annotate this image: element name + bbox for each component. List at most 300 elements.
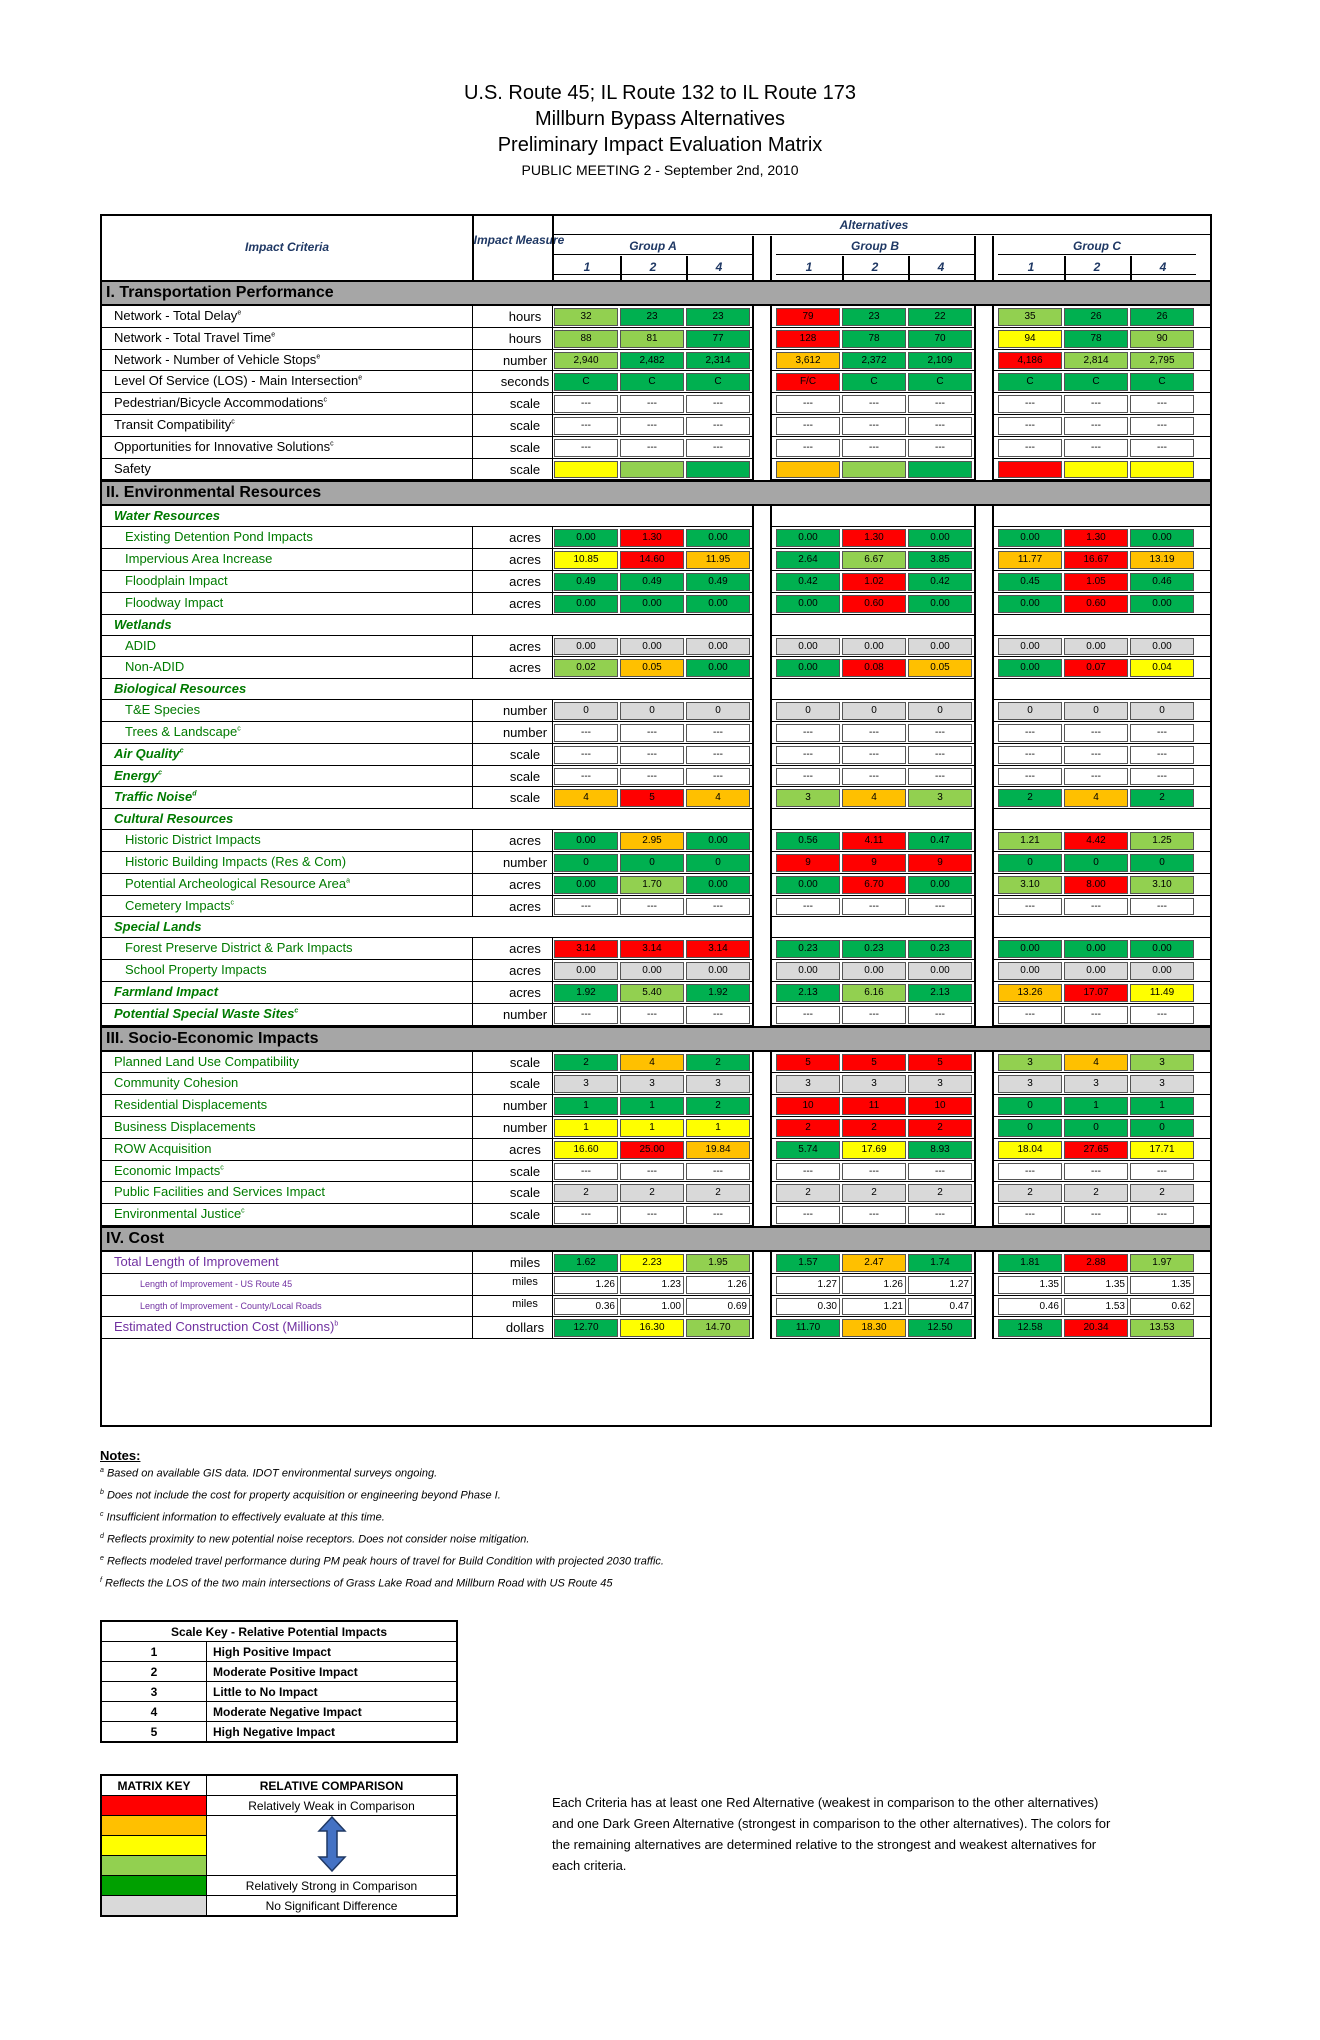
score-cell: C xyxy=(842,373,906,391)
score-cell: 2,795 xyxy=(1130,352,1194,370)
impact-measure: number xyxy=(502,352,548,368)
criteria-label-text: ROW Acquisition xyxy=(114,1140,212,1156)
score-cell: 4 xyxy=(1064,1054,1128,1072)
score-cell: 1.62 xyxy=(554,1254,618,1272)
criteria-label-text: Cemetery Impacts xyxy=(125,897,231,913)
row-divider xyxy=(552,960,553,982)
footnote-marker: c xyxy=(231,418,235,426)
row-divider xyxy=(472,1004,473,1026)
impact-measure: acres xyxy=(509,552,541,568)
criteria-label xyxy=(114,461,151,476)
score-cell: 0.69 xyxy=(686,1298,750,1316)
criteria-label-text: Transit Compatibility xyxy=(114,417,232,432)
score-cell: --- xyxy=(620,746,684,764)
score-cell: 0.30 xyxy=(776,1298,840,1316)
criteria-label xyxy=(114,352,320,367)
score-cell: 0.00 xyxy=(908,529,972,547)
score-cell: 0.49 xyxy=(620,573,684,591)
score-cell: 27.65 xyxy=(1064,1141,1128,1159)
criteria-label xyxy=(125,962,267,977)
criteria-label-text: Traffic Noise xyxy=(114,789,193,805)
row-divider xyxy=(472,982,473,1004)
criteria-label xyxy=(114,789,197,804)
scale-value: 4 xyxy=(101,1702,207,1722)
row-divider xyxy=(552,1204,553,1226)
score-cell: --- xyxy=(908,768,972,786)
footnote-marker: c xyxy=(294,1007,299,1015)
score-cell: --- xyxy=(998,417,1062,435)
score-cell xyxy=(620,461,684,479)
score-cell: 1.26 xyxy=(686,1276,750,1294)
criteria-row xyxy=(102,549,1210,571)
score-cell: 3.14 xyxy=(554,940,618,958)
impact-measure: number xyxy=(502,855,548,870)
score-cell: 0.00 xyxy=(620,638,684,656)
score-cell: 11.77 xyxy=(998,551,1062,569)
score-cell: 0 xyxy=(998,1119,1062,1137)
notes-section xyxy=(100,1448,664,1599)
score-cell: --- xyxy=(776,1163,840,1181)
row-divider xyxy=(552,1117,553,1139)
footnote-marker: c xyxy=(330,440,334,448)
score-cell: --- xyxy=(1130,439,1194,457)
criteria-row xyxy=(102,1296,1210,1318)
column-divider xyxy=(552,216,554,280)
score-cell: 0.00 xyxy=(1130,595,1194,613)
score-cell: 3 xyxy=(554,1075,618,1093)
row-divider xyxy=(552,657,553,679)
score-cell: --- xyxy=(776,724,840,742)
meeting-label: PUBLIC MEETING 2 - September 2nd, 2010 xyxy=(521,162,799,178)
score-cell: 1.35 xyxy=(998,1276,1062,1294)
score-cell: --- xyxy=(1064,724,1128,742)
criteria-row xyxy=(102,960,1210,982)
column-divider xyxy=(908,256,910,280)
criteria-label xyxy=(114,330,275,345)
footnote-text: Reflects proximity to new potential noise receptors. Does not consider noise mitigation. xyxy=(103,1533,530,1546)
score-cell: 1.30 xyxy=(1064,529,1128,547)
impact-measure: number xyxy=(502,1098,548,1114)
alternative-number: 2 xyxy=(1093,260,1101,274)
key-strong-label: Relatively Strong in Comparison xyxy=(207,1876,458,1896)
score-cell: 0.00 xyxy=(554,638,618,656)
score-cell: 16.67 xyxy=(1064,551,1128,569)
score-cell: 3 xyxy=(998,1054,1062,1072)
row-divider xyxy=(552,1296,553,1318)
row-divider xyxy=(472,657,473,679)
group-gap xyxy=(974,236,994,280)
score-cell: 0.00 xyxy=(554,876,618,894)
criteria-label xyxy=(114,1206,245,1221)
footnote-marker: d xyxy=(192,791,197,799)
criteria-row xyxy=(102,896,1210,918)
score-cell: 17.71 xyxy=(1130,1141,1194,1159)
score-cell: 1 xyxy=(1130,1097,1194,1115)
row-divider xyxy=(552,1052,553,1074)
score-cell: --- xyxy=(776,417,840,435)
score-cell: 0 xyxy=(776,702,840,720)
criteria-label xyxy=(114,984,218,999)
criteria-label-text: Public Facilities and Services Impact xyxy=(114,1184,325,1200)
column-divider xyxy=(1130,256,1132,280)
score-cell: 78 xyxy=(1064,330,1128,348)
score-cell: 26 xyxy=(1064,308,1128,326)
score-cell: --- xyxy=(1130,1006,1194,1024)
score-cell: 1 xyxy=(554,1119,618,1137)
row-divider xyxy=(552,896,553,918)
criteria-label-text: Non-ADID xyxy=(125,659,185,675)
impact-measure: miles xyxy=(509,1255,541,1270)
score-cell: 0.00 xyxy=(908,876,972,894)
row-divider xyxy=(552,830,553,852)
score-cell: 0.00 xyxy=(554,832,618,850)
footnote-marker: c xyxy=(158,769,162,777)
row-divider xyxy=(552,1139,553,1161)
score-cell: 25.00 xyxy=(620,1141,684,1159)
score-cell: --- xyxy=(1130,898,1194,916)
arrow-cell xyxy=(207,1816,458,1876)
header-line xyxy=(998,254,1196,255)
score-cell: --- xyxy=(842,768,906,786)
score-cell: 3 xyxy=(776,789,840,807)
score-cell: C xyxy=(554,373,618,391)
subsection-label: Wetlands xyxy=(114,616,172,632)
impact-measure: hours xyxy=(508,309,542,324)
criteria-row xyxy=(102,938,1210,960)
score-cell: 2 xyxy=(686,1097,750,1115)
score-cell: 1.25 xyxy=(1130,832,1194,850)
score-cell: --- xyxy=(686,898,750,916)
score-cell: 0 xyxy=(686,854,750,872)
impact-measure: scale xyxy=(509,1054,541,1070)
criteria-row xyxy=(102,393,1210,415)
impact-measure: hours xyxy=(508,330,542,346)
score-cell: 10 xyxy=(776,1097,840,1115)
alternative-number: 1 xyxy=(583,260,591,274)
scale-value: 1 xyxy=(101,1642,207,1662)
criteria-label-text: Existing Detention Pond Impacts xyxy=(125,529,313,545)
impact-evaluation-matrix xyxy=(100,214,1212,1427)
score-cell: --- xyxy=(620,1006,684,1024)
score-cell: 2 xyxy=(908,1184,972,1202)
score-cell: 2,109 xyxy=(908,352,972,370)
criteria-label-text: Network - Number of Vehicle Stops xyxy=(114,351,317,367)
criteria-label xyxy=(114,1075,238,1090)
score-cell: 3 xyxy=(908,789,972,807)
row-divider xyxy=(472,571,473,593)
criteria-label-text: Network - Total Delay xyxy=(114,308,238,323)
impact-measure: acres xyxy=(509,530,541,546)
criteria-label-text: Residential Displacements xyxy=(114,1097,268,1113)
score-cell xyxy=(686,461,750,479)
criteria-row xyxy=(102,766,1210,788)
score-cell: --- xyxy=(998,724,1062,742)
score-cell: 0 xyxy=(908,702,972,720)
score-cell: 2 xyxy=(908,1119,972,1137)
score-cell: --- xyxy=(998,1206,1062,1224)
score-cell: 2,372 xyxy=(842,352,906,370)
criteria-label-text: Trees & Landscape xyxy=(125,724,238,739)
score-cell: --- xyxy=(620,768,684,786)
score-cell: --- xyxy=(686,768,750,786)
score-cell: 11 xyxy=(842,1097,906,1115)
score-cell: 0.00 xyxy=(1130,529,1194,547)
score-cell: --- xyxy=(842,395,906,413)
alternative-number: 2 xyxy=(871,260,879,274)
criteria-label xyxy=(125,876,350,891)
score-cell: --- xyxy=(1064,1163,1128,1181)
score-cell xyxy=(842,461,906,479)
score-cell: 14.70 xyxy=(686,1319,750,1337)
score-cell: 0.00 xyxy=(776,529,840,547)
score-cell: --- xyxy=(998,395,1062,413)
criteria-row xyxy=(102,1317,1210,1339)
score-cell: 2.95 xyxy=(620,832,684,850)
criteria-label xyxy=(125,898,234,913)
criteria-label xyxy=(125,638,156,653)
score-cell: 2 xyxy=(686,1184,750,1202)
row-divider xyxy=(472,938,473,960)
scale-description: Moderate Positive Impact xyxy=(207,1662,458,1682)
score-cell: 5 xyxy=(776,1054,840,1072)
impact-measure: acres xyxy=(509,595,541,611)
scale-description: High Positive Impact xyxy=(207,1642,458,1662)
criteria-label xyxy=(125,529,313,544)
score-cell: --- xyxy=(1064,746,1128,764)
score-cell: 0.00 xyxy=(998,962,1062,980)
row-divider xyxy=(552,549,553,571)
row-divider xyxy=(472,1296,473,1318)
subsection-row xyxy=(102,917,1210,938)
row-divider xyxy=(552,1274,553,1296)
score-cell: 0.00 xyxy=(554,962,618,980)
score-cell: 0.49 xyxy=(686,573,750,591)
criteria-label-text: Energy xyxy=(114,767,159,783)
score-cell: 8.93 xyxy=(908,1141,972,1159)
score-cell: 0.00 xyxy=(998,940,1062,958)
score-cell: 9 xyxy=(842,854,906,872)
criteria-label xyxy=(140,1279,292,1289)
score-cell: 35 xyxy=(998,308,1062,326)
impact-measure: dollars xyxy=(505,1320,545,1336)
subsection-label: Cultural Resources xyxy=(114,811,234,827)
alternative-number: 4 xyxy=(1159,260,1167,274)
impact-measure: acres xyxy=(509,876,541,892)
row-divider xyxy=(552,982,553,1004)
row-divider xyxy=(552,393,553,415)
impact-measure: scale xyxy=(509,1076,541,1092)
score-cell: --- xyxy=(842,724,906,742)
score-cell: 3.14 xyxy=(686,940,750,958)
score-cell: --- xyxy=(620,1163,684,1181)
score-cell: --- xyxy=(776,898,840,916)
header-line xyxy=(554,234,1210,235)
score-cell: 2 xyxy=(620,1184,684,1202)
footnote-text: Reflects modeled travel performance during PM peak hours of travel for Build Condition with projected 2030 traffic. xyxy=(103,1555,664,1568)
score-cell: 1.57 xyxy=(776,1254,840,1272)
criteria-label xyxy=(125,940,353,955)
score-cell: --- xyxy=(1130,724,1194,742)
score-cell: 0.00 xyxy=(776,638,840,656)
scale-key-table xyxy=(100,1620,458,1743)
score-cell: 0.00 xyxy=(1064,962,1128,980)
score-cell: C xyxy=(620,373,684,391)
score-cell: --- xyxy=(686,417,750,435)
score-cell: 4 xyxy=(620,1054,684,1072)
criteria-row xyxy=(102,636,1210,658)
criteria-row xyxy=(102,306,1210,328)
score-cell: 0.00 xyxy=(1130,638,1194,656)
score-cell: C xyxy=(1064,373,1128,391)
score-cell: --- xyxy=(776,1206,840,1224)
score-cell: 13.53 xyxy=(1130,1319,1194,1337)
score-cell: --- xyxy=(908,395,972,413)
row-divider xyxy=(552,1252,553,1274)
row-divider xyxy=(472,744,473,766)
score-cell: 2 xyxy=(686,1054,750,1072)
row-divider xyxy=(552,874,553,896)
score-cell: 0.00 xyxy=(1130,940,1194,958)
score-cell: 128 xyxy=(776,330,840,348)
score-cell: 0.07 xyxy=(1064,659,1128,677)
score-cell: 32 xyxy=(554,308,618,326)
score-cell: 3 xyxy=(1130,1054,1194,1072)
row-divider xyxy=(552,636,553,658)
criteria-label-text: ADID xyxy=(125,637,157,653)
row-divider xyxy=(552,459,553,481)
row-divider xyxy=(472,350,473,372)
row-divider xyxy=(472,1252,473,1274)
row-divider xyxy=(472,896,473,918)
score-cell: 0.00 xyxy=(686,529,750,547)
score-cell: 5 xyxy=(620,789,684,807)
score-cell: C xyxy=(908,373,972,391)
scale-description: Little to No Impact xyxy=(207,1682,458,1702)
criteria-row xyxy=(102,700,1210,722)
score-cell: --- xyxy=(620,395,684,413)
impact-measure: scale xyxy=(509,418,541,433)
score-cell: 2.23 xyxy=(620,1254,684,1272)
score-cell: --- xyxy=(776,746,840,764)
score-cell: 0.49 xyxy=(554,573,618,591)
score-cell: 0.62 xyxy=(1130,1298,1194,1316)
footnote-text: Does not include the cost for property acquisition or engineering beyond Phase I. xyxy=(103,1489,501,1502)
score-cell: 26 xyxy=(1130,308,1194,326)
score-cell: C xyxy=(686,373,750,391)
row-divider xyxy=(552,787,553,809)
alternative-number: 2 xyxy=(649,260,657,274)
impact-measure: miles xyxy=(512,1297,538,1310)
criteria-label-text: Potential Special Waste Sites xyxy=(114,1005,295,1021)
score-cell: 2,314 xyxy=(686,352,750,370)
criteria-label-text: Forest Preserve District & Park Impacts xyxy=(125,940,353,956)
criteria-label xyxy=(114,373,362,388)
page-subtitle: Millburn Bypass Alternatives xyxy=(534,108,786,130)
footnote xyxy=(100,1489,664,1511)
row-divider xyxy=(472,1139,473,1161)
score-cell: --- xyxy=(620,417,684,435)
row-divider xyxy=(552,766,553,788)
footnote-marker: c xyxy=(179,747,184,755)
score-cell xyxy=(1064,461,1128,479)
criteria-label-text: Farmland Impact xyxy=(114,984,219,999)
criteria-label-text: Length of Improvement - US Route 45 xyxy=(140,1278,293,1289)
score-cell: 4.42 xyxy=(1064,832,1128,850)
impact-measure: scale xyxy=(509,790,541,806)
criteria-row xyxy=(102,571,1210,593)
score-cell: --- xyxy=(842,1163,906,1181)
key-swatch-dark-green xyxy=(101,1876,207,1896)
score-cell: 1.35 xyxy=(1130,1276,1194,1294)
criteria-label-text: Pedestrian/Bicycle Accommodations xyxy=(114,395,324,411)
header-line xyxy=(776,274,974,275)
score-cell: 5 xyxy=(842,1054,906,1072)
row-divider xyxy=(472,1052,473,1074)
impact-measure: scale xyxy=(509,461,541,477)
row-divider xyxy=(472,830,473,852)
score-cell: 1.81 xyxy=(998,1254,1062,1272)
score-cell: 1.97 xyxy=(1130,1254,1194,1272)
score-cell: 0.42 xyxy=(776,573,840,591)
subsection-row xyxy=(102,615,1210,636)
criteria-label xyxy=(114,308,241,323)
measure-header: Impact Measure xyxy=(473,233,565,247)
footnote-marker: c xyxy=(100,1511,104,1518)
criteria-label-text: Community Cohesion xyxy=(114,1075,239,1091)
score-cell: 2 xyxy=(554,1054,618,1072)
score-cell: C xyxy=(1130,373,1194,391)
score-cell: 2 xyxy=(1130,789,1194,807)
criteria-label xyxy=(125,702,200,717)
row-divider xyxy=(472,1095,473,1117)
score-cell: 0.00 xyxy=(776,962,840,980)
row-divider xyxy=(552,852,553,874)
score-cell: 0.00 xyxy=(1130,962,1194,980)
score-cell: --- xyxy=(998,898,1062,916)
criteria-label xyxy=(125,573,228,588)
score-cell: 1.02 xyxy=(842,573,906,591)
score-cell: --- xyxy=(776,395,840,413)
score-cell: --- xyxy=(620,439,684,457)
page-title: U.S. Route 45; IL Route 132 to IL Route 173 xyxy=(463,82,857,104)
footnote-marker: c xyxy=(241,1207,245,1215)
scale-value: 2 xyxy=(101,1662,207,1682)
footnote-marker: b xyxy=(334,1321,339,1329)
criteria-row xyxy=(102,1274,1210,1296)
alternative-number: 1 xyxy=(805,260,813,274)
score-cell: 1.26 xyxy=(554,1276,618,1294)
score-cell: 1.30 xyxy=(620,529,684,547)
impact-measure: acres xyxy=(509,985,541,1000)
footnote-text: Based on available GIS data. IDOT environmental surveys ongoing. xyxy=(103,1467,438,1480)
row-divider xyxy=(552,328,553,350)
score-cell: 0.00 xyxy=(686,595,750,613)
criteria-label-text: Planned Land Use Compatibility xyxy=(114,1053,299,1069)
score-cell: --- xyxy=(1130,746,1194,764)
header-line xyxy=(776,254,974,255)
footnote xyxy=(100,1577,664,1599)
column-divider xyxy=(1064,256,1066,280)
score-cell: 3 xyxy=(776,1075,840,1093)
score-cell: 3.10 xyxy=(998,876,1062,894)
score-cell: 0.00 xyxy=(842,962,906,980)
score-cell: 70 xyxy=(908,330,972,348)
score-cell: --- xyxy=(1130,768,1194,786)
score-cell: 2.13 xyxy=(908,984,972,1002)
criteria-header: Impact Criteria xyxy=(244,240,330,254)
footnote-marker: e xyxy=(100,1555,104,1562)
row-divider xyxy=(472,371,473,393)
